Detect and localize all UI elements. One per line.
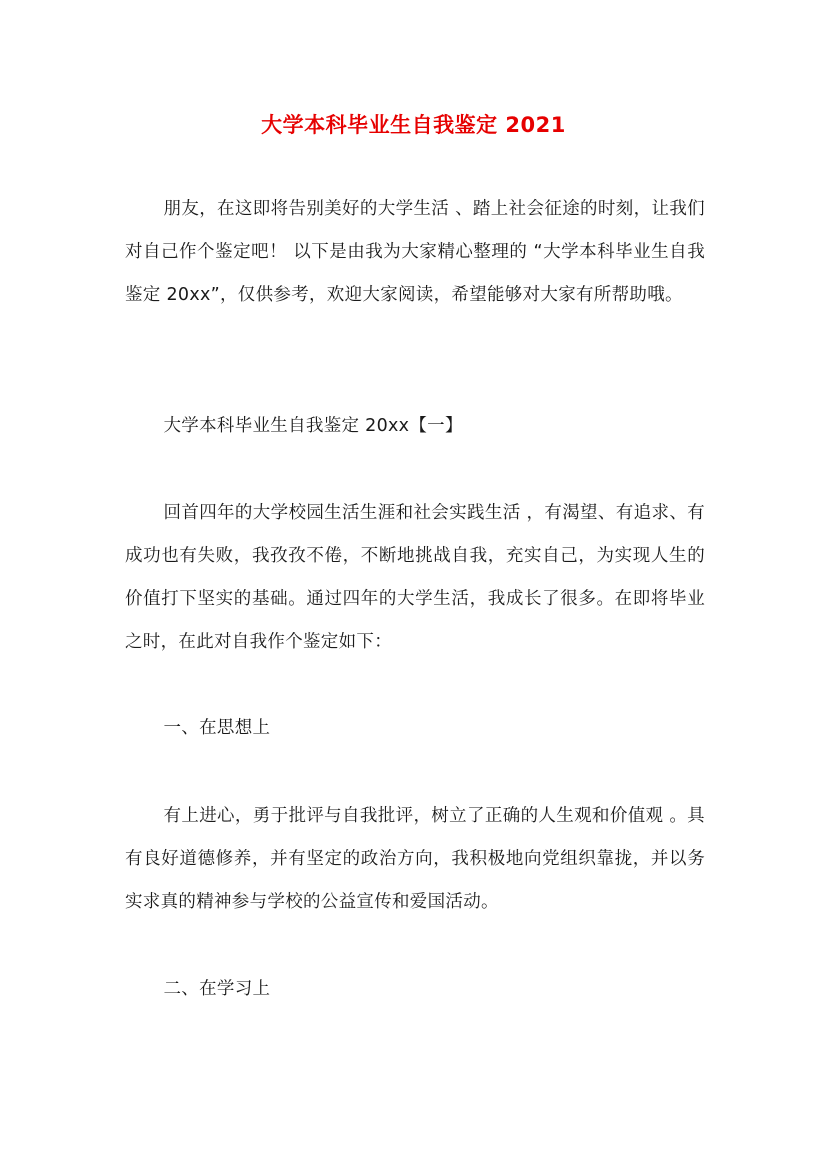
- intro-paragraph: 朋友，在这即将告别美好的大学生活 、踏上社会征途的时刻，让我们对自己作个鉴定吧！ 以下是由我为大家精心整理的 “大学本科毕业生自我鉴定 20xx”，仅供参考，欢迎大家阅读，希望能够对大家有所帮助哦。: [125, 199, 705, 305]
- subheading-part-one: 大学本科毕业生自我鉴定 20xx【一】: [163, 416, 463, 436]
- body-paragraph-1: 回首四年的大学校园生活生涯和社会实践生活 ，有渴望、有追求、有成功也有失败，我孜孜不倦，不断地挑战自我，充实自己，为实现人生的价值打下坚实的基础。通过四年的大学生活，我成长了很多。在即将毕业之时，在此对自我作个鉴定如下：: [125, 503, 705, 652]
- body-paragraph-2: 有上进心，勇于批评与自我批评，树立了正确的人生观和价值观 。具有良好道德修养，并有坚定的政治方向，我积极地向党组织靠拢，并以务实求真的精神参与学校的公益宣传和爱国活动。: [125, 806, 705, 912]
- document-title: 大学本科毕业生自我鉴定 2021: [261, 113, 566, 137]
- section-heading-study: 二、在学习上: [163, 979, 271, 999]
- section-heading-ideology: 一、在思想上: [163, 718, 271, 738]
